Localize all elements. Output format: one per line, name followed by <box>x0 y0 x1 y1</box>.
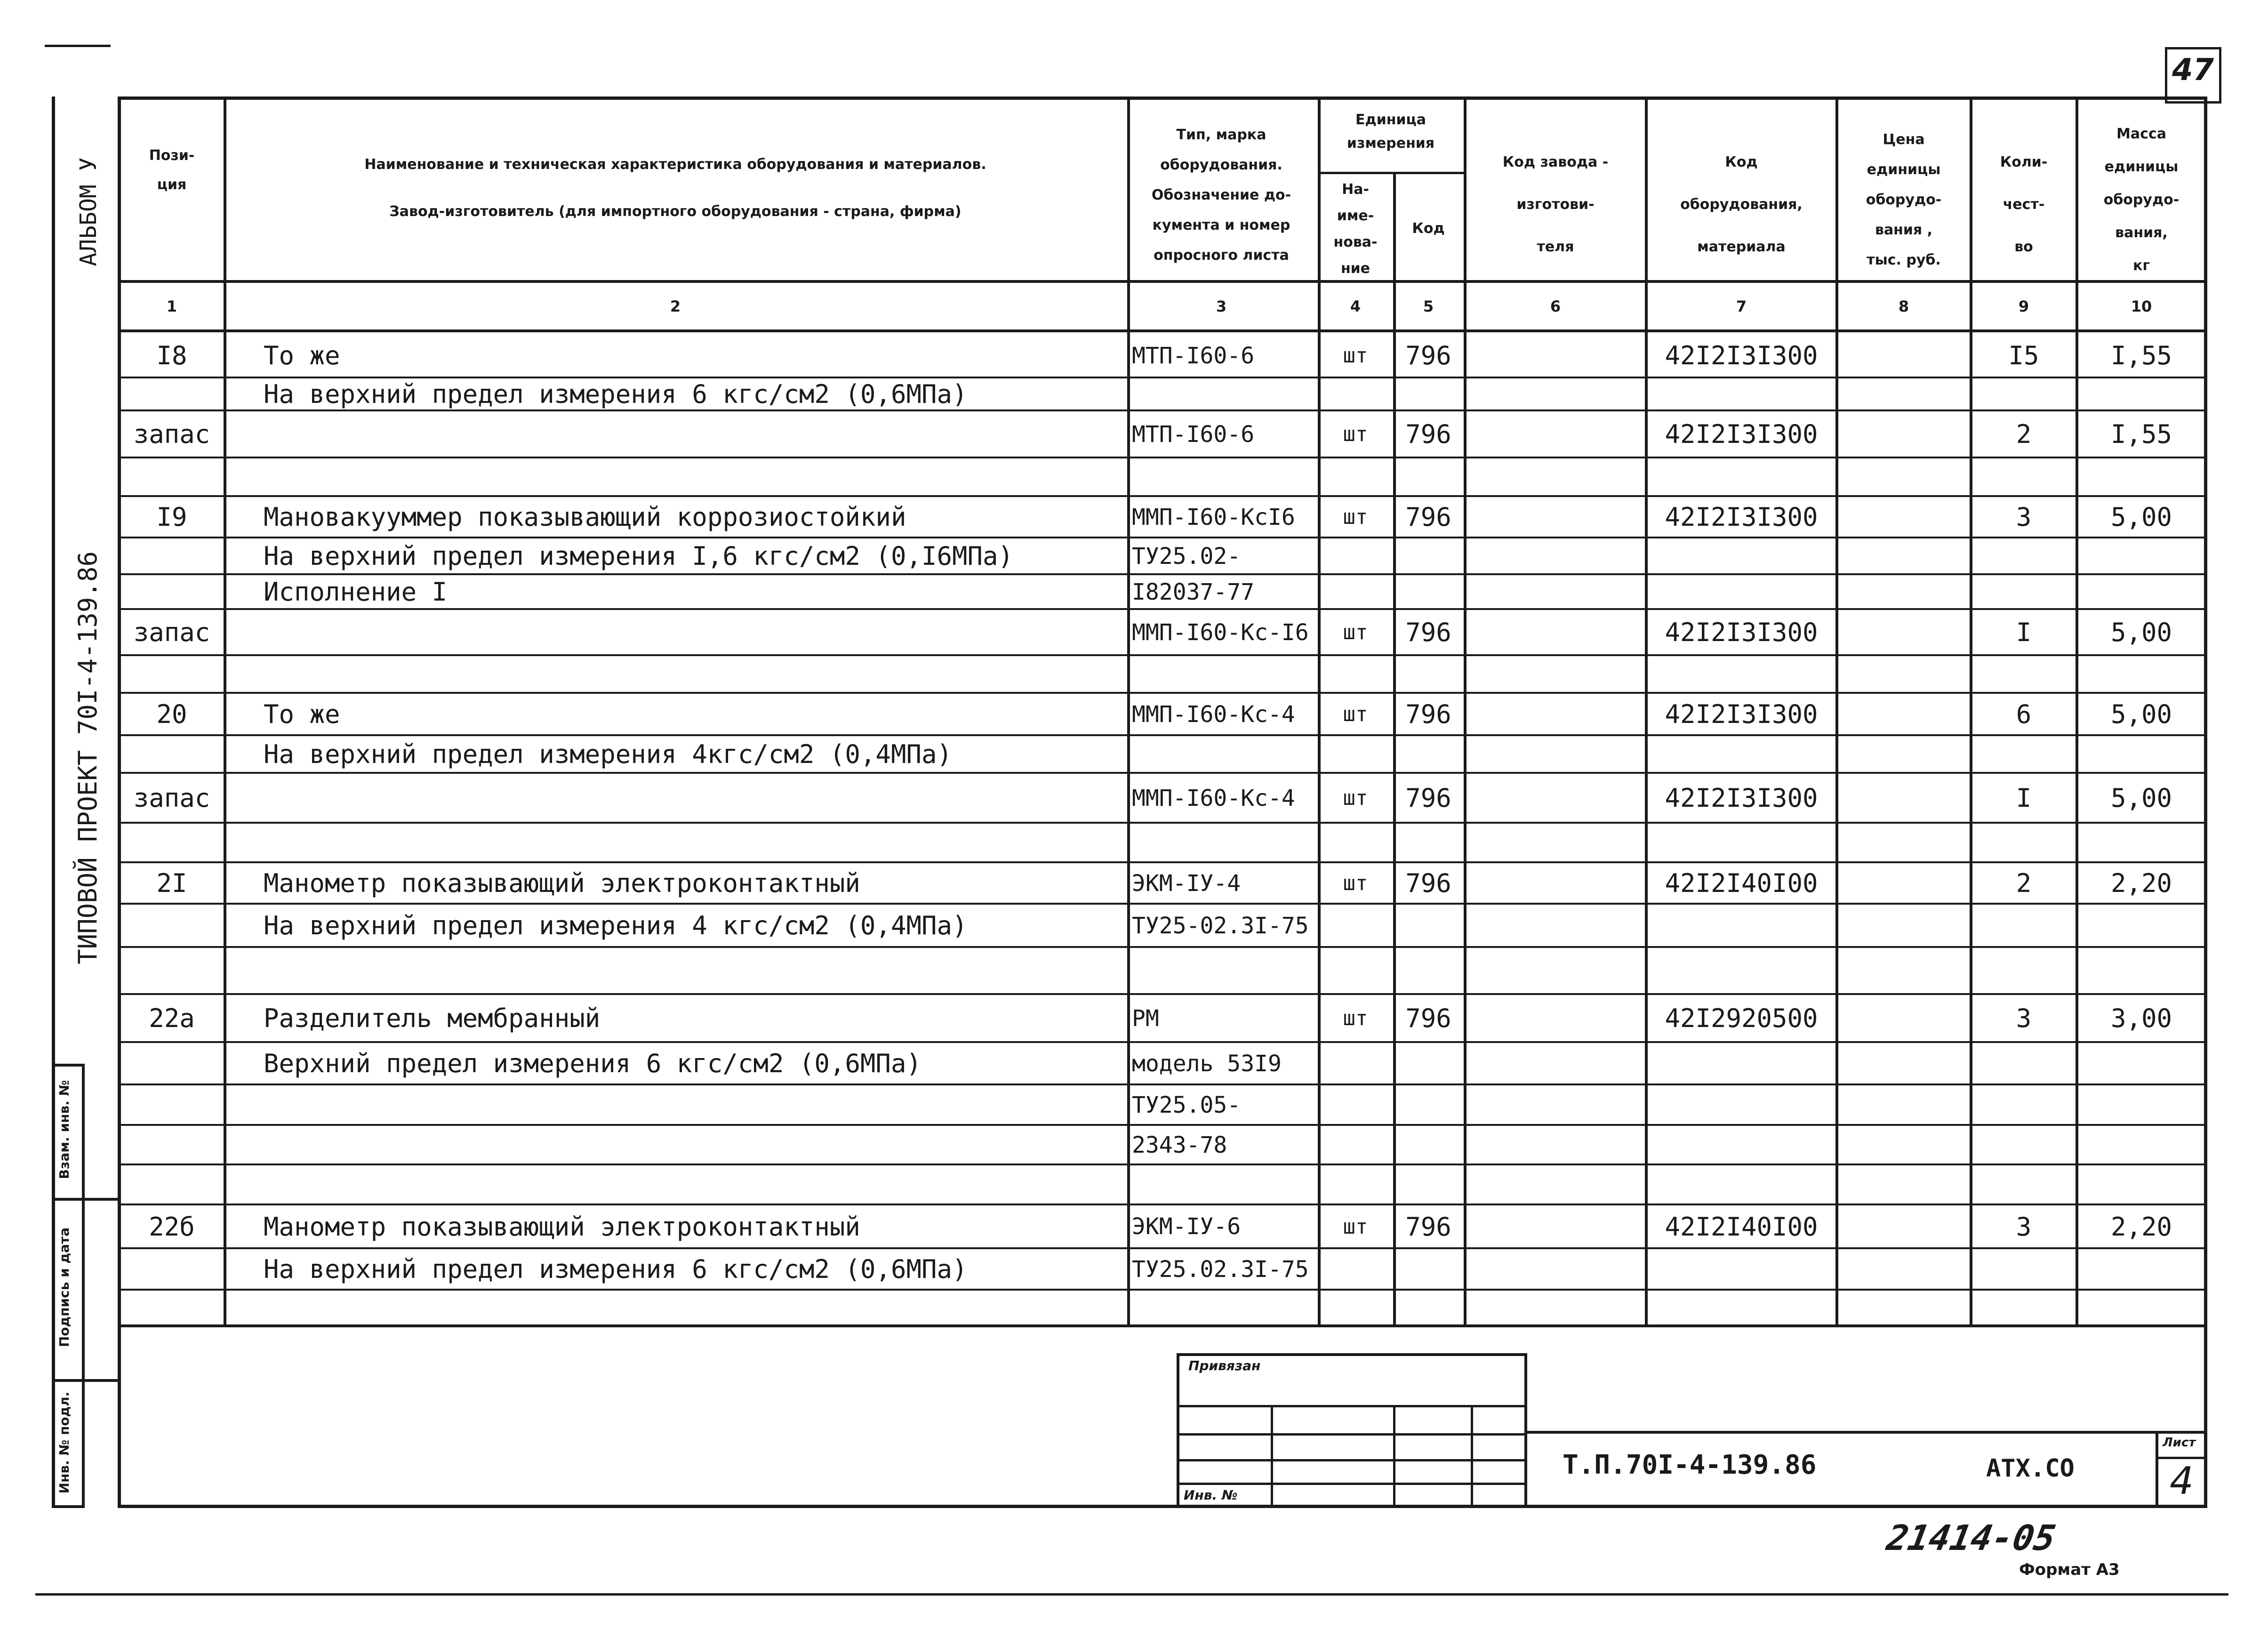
cell-unit <box>1318 1250 1393 1289</box>
cell-unit: шт <box>1343 344 1368 368</box>
format-label: Формат А3 <box>2019 1560 2120 1579</box>
cell-equipment-code <box>1647 576 1835 608</box>
row-divider <box>118 734 2207 736</box>
cell-equipment-code: 42I2I3I300 <box>1665 699 1818 729</box>
column-divider <box>1645 96 1648 1327</box>
col-number-5: 5 <box>1423 297 1434 315</box>
cell-position <box>120 379 224 409</box>
cell-equipment-code: 42I2920500 <box>1665 1003 1818 1033</box>
cell-quantity <box>1972 379 2076 409</box>
column-divider <box>224 96 226 1327</box>
title-block-vline <box>1471 1405 1473 1508</box>
cell-name: На верхний предел измерения 4 кгс/см2 (0,4МПа) <box>264 911 968 940</box>
cell-type: модель 53I9 <box>1132 1051 1282 1077</box>
cell-position <box>120 657 224 692</box>
cell-unit <box>1318 1127 1393 1164</box>
cell-unit-code <box>1393 906 1464 946</box>
cell-position <box>120 1292 224 1324</box>
col-number-6: 6 <box>1550 297 1561 315</box>
cell-mass <box>2078 1292 2205 1324</box>
cell-unit <box>1318 1086 1393 1124</box>
cell-equipment-code: 42I2I3I300 <box>1665 419 1818 449</box>
cell-equipment-code <box>1647 459 1835 495</box>
cell-name: На верхний предел измерения 6 кгс/см2 (0,6МПа) <box>264 1254 968 1284</box>
header-col-quantity: Коли- чест- во <box>2000 154 2048 255</box>
cell-type <box>1132 657 1318 692</box>
cell-quantity: 2 <box>2016 868 2032 898</box>
column-divider <box>1127 96 1130 1327</box>
cell-equipment-code <box>1647 379 1835 409</box>
cell-position <box>120 1086 224 1124</box>
section-code: АТХ.СО <box>1986 1454 2075 1483</box>
cell-position <box>120 825 224 861</box>
title-block-line <box>1177 1405 1527 1407</box>
cell-name: То же <box>264 699 340 729</box>
cell-unit-code: 796 <box>1405 1003 1451 1033</box>
cell-type: ММП-I60-Кс-4 <box>1132 701 1295 728</box>
cell-unit-code <box>1393 949 1464 993</box>
title-block-vline <box>1271 1405 1273 1508</box>
cell-unit <box>1318 657 1393 692</box>
cell-type: ТУ25.05- <box>1132 1092 1241 1118</box>
cell-name <box>264 412 1125 457</box>
cell-mass <box>2078 459 2205 495</box>
row-divider <box>118 822 2207 824</box>
cell-mass: 2,20 <box>2110 868 2172 898</box>
cell-name <box>264 949 1125 993</box>
row-divider <box>118 1289 2207 1291</box>
cell-unit: шт <box>1343 505 1368 529</box>
cell-name <box>264 825 1125 861</box>
cell-unit <box>1318 576 1393 608</box>
cell-quantity: 3 <box>2016 502 2032 532</box>
cell-unit <box>1318 737 1393 772</box>
title-block-line <box>1177 1483 1527 1485</box>
cell-mass <box>2078 539 2205 573</box>
cell-quantity <box>1972 1166 2076 1204</box>
cell-quantity: 3 <box>2016 1003 2032 1033</box>
unit-group-divider <box>1318 172 1464 174</box>
cell-quantity: 3 <box>2016 1212 2032 1242</box>
cell-type: ТУ25.02.3I-75 <box>1132 1256 1309 1283</box>
cell-position <box>120 539 224 573</box>
header-col-position: Пози- ция <box>149 147 195 193</box>
cell-unit-code <box>1393 539 1464 573</box>
album-label: АЛЬБОМ У <box>75 157 102 266</box>
cell-unit-code: 796 <box>1405 419 1451 449</box>
cell-name: На верхний предел измерения 4кгс/см2 (0,4МПа) <box>264 739 952 769</box>
row-divider <box>118 654 2207 656</box>
cell-type: ММП-I60-Кс-4 <box>1132 785 1295 811</box>
cell-name <box>264 459 1125 495</box>
cell-mass <box>2078 1044 2205 1083</box>
cell-quantity <box>1972 1127 2076 1164</box>
cell-unit <box>1318 459 1393 495</box>
cell-quantity <box>1972 949 2076 993</box>
cell-position <box>120 1044 224 1083</box>
cell-mass <box>2078 1127 2205 1164</box>
cell-unit: шт <box>1343 1215 1368 1239</box>
document-code: Т.П.70I-4-139.86 <box>1563 1450 1817 1480</box>
cell-position: I9 <box>156 502 187 532</box>
col-number-1: 1 <box>166 297 177 315</box>
cell-equipment-code: 42I2I3I300 <box>1665 341 1818 370</box>
cell-type <box>1132 1292 1318 1324</box>
cell-unit-code: 796 <box>1405 341 1451 370</box>
column-divider <box>1318 96 1321 1327</box>
column-divider <box>1464 96 1467 1327</box>
cell-position: 2I <box>156 868 187 898</box>
cell-quantity: 2 <box>2016 419 2032 449</box>
row-divider <box>118 1083 2207 1085</box>
cell-equipment-code <box>1647 657 1835 692</box>
cell-equipment-code <box>1647 1292 1835 1324</box>
cell-unit-code <box>1393 1166 1464 1204</box>
row-divider <box>118 1041 2207 1043</box>
cell-mass <box>2078 1166 2205 1204</box>
handwritten-number: 21414-05 <box>1883 1518 2059 1558</box>
sheet-label: Лист <box>2163 1436 2196 1450</box>
cell-name: На верхний предел измерения 6 кгс/см2 (0,6МПа) <box>264 379 968 409</box>
cell-unit-code: 796 <box>1405 1212 1451 1242</box>
cell-name <box>264 1127 1125 1164</box>
cell-equipment-code: 42I2I3I300 <box>1665 783 1818 813</box>
row-divider <box>118 457 2207 458</box>
cell-unit-code: 796 <box>1405 618 1451 647</box>
header-col-unit-code: Код <box>1412 220 1445 237</box>
cell-quantity <box>1972 737 2076 772</box>
cell-mass <box>2078 949 2205 993</box>
row-divider <box>118 1204 2207 1205</box>
cell-unit-code <box>1393 1127 1464 1164</box>
header-col-type: Тип, марка оборудования. Обозначение до- кумента и номер опросного листа <box>1151 127 1291 264</box>
column-divider <box>1393 172 1396 1327</box>
sheet-number: 4 <box>2170 1459 2194 1503</box>
cell-quantity <box>1972 1044 2076 1083</box>
row-divider <box>118 1124 2207 1126</box>
cell-type: ТУ25.02- <box>1132 543 1241 570</box>
row-divider <box>118 573 2207 575</box>
cell-mass <box>2078 737 2205 772</box>
column-divider <box>1835 96 1838 1327</box>
cell-type <box>1132 459 1318 495</box>
row-divider <box>118 1247 2207 1249</box>
row-divider <box>118 608 2207 610</box>
title-block-line <box>1177 1459 1527 1461</box>
row-divider <box>118 903 2207 905</box>
cell-equipment-code: 42I2I3I300 <box>1665 502 1818 532</box>
cell-quantity <box>1972 825 2076 861</box>
cell-name: Мановакууммер показывающий коррозиостойкий <box>264 502 906 532</box>
cell-unit-code <box>1393 459 1464 495</box>
row-divider <box>118 861 2207 863</box>
cell-equipment-code <box>1647 737 1835 772</box>
col-number-7: 7 <box>1736 297 1747 315</box>
stamp-label-signature: Подпись и дата <box>56 1227 72 1348</box>
cell-unit-code <box>1393 1086 1464 1124</box>
cell-name <box>264 657 1125 692</box>
header-col-factory-code: Код завода - изготови- теля <box>1502 154 1609 255</box>
column-divider <box>1970 96 1972 1327</box>
cell-quantity: I <box>2016 783 2032 813</box>
cell-mass: 5,00 <box>2110 783 2172 813</box>
cell-quantity: I5 <box>2008 341 2039 370</box>
cell-unit <box>1318 1044 1393 1083</box>
cell-name: То же <box>264 341 340 370</box>
cell-unit: шт <box>1343 1006 1368 1030</box>
cell-equipment-code <box>1647 539 1835 573</box>
cell-name: Разделитель мембранный <box>264 1003 601 1033</box>
cell-unit-code <box>1393 379 1464 409</box>
row-divider <box>118 946 2207 948</box>
cell-quantity <box>1972 1086 2076 1124</box>
title-block-vline <box>1393 1405 1395 1508</box>
cell-type: ММП-I60-КсI6 <box>1132 504 1295 530</box>
cell-mass <box>2078 1250 2205 1289</box>
cell-equipment-code: 42I2I3I300 <box>1665 618 1818 647</box>
cell-equipment-code <box>1647 1086 1835 1124</box>
row-divider <box>118 409 2207 411</box>
cell-position: запас <box>133 419 210 449</box>
row-divider <box>118 993 2207 995</box>
cell-unit-code: 796 <box>1405 502 1451 532</box>
cell-name <box>264 775 1125 822</box>
cell-equipment-code <box>1647 949 1835 993</box>
cell-type: 2343-78 <box>1132 1132 1227 1158</box>
cell-name: Верхний предел измерения 6 кгс/см2 (0,6МПа) <box>264 1049 922 1078</box>
cell-position: I8 <box>156 341 187 370</box>
col-number-9: 9 <box>2018 297 2029 315</box>
cell-type: РМ <box>1132 1005 1159 1032</box>
cell-mass <box>2078 379 2205 409</box>
inv-no-label: Инв. № <box>1184 1487 1238 1503</box>
col-number-3: 3 <box>1216 297 1227 315</box>
row-divider <box>118 1164 2207 1165</box>
cell-type: I82037-77 <box>1132 579 1255 605</box>
cell-unit: шт <box>1343 422 1368 446</box>
project-label: ТИПОВОЙ ПРОЕКТ 70I-4-139.86 <box>73 551 103 964</box>
cell-unit-code <box>1393 825 1464 861</box>
cell-quantity: I <box>2016 618 2032 647</box>
cell-unit-code: 796 <box>1405 699 1451 729</box>
cell-unit-code <box>1393 576 1464 608</box>
cell-mass: 5,00 <box>2110 502 2172 532</box>
cell-position: 20 <box>156 699 187 729</box>
cell-name <box>264 611 1125 654</box>
cell-unit-code <box>1393 657 1464 692</box>
cell-mass: I,55 <box>2110 341 2172 370</box>
header-bottom-line <box>118 280 2207 283</box>
header-col-mass: Масса единицы оборудо- вания, кг <box>2103 126 2180 274</box>
cell-unit: шт <box>1343 786 1368 810</box>
cell-quantity <box>1972 906 2076 946</box>
cell-mass: 5,00 <box>2110 618 2172 647</box>
cell-mass: 3,00 <box>2110 1003 2172 1033</box>
cell-position <box>120 1250 224 1289</box>
cell-position: запас <box>133 783 210 813</box>
cell-position <box>120 1127 224 1164</box>
cell-type <box>1132 379 1318 409</box>
title-block-line <box>1177 1433 1527 1436</box>
cell-position <box>120 906 224 946</box>
header-col-name: Наименование и техническая характеристика оборудования и материалов. Завод-изготовитель (для импортного оборудования - страна, фирма) <box>364 156 986 220</box>
cell-unit <box>1318 539 1393 573</box>
row-divider <box>118 537 2207 538</box>
cell-name <box>264 1166 1125 1204</box>
cell-quantity <box>1972 576 2076 608</box>
cell-unit: шт <box>1343 702 1368 726</box>
cell-name: Манометр показывающий электроконтактный <box>264 1212 860 1242</box>
cell-unit-code <box>1393 1292 1464 1324</box>
number-row-bottom-line <box>118 329 2207 332</box>
row-divider <box>118 377 2207 378</box>
cell-type <box>1132 1166 1318 1204</box>
cell-type: ММП-I60-Кс-I6 <box>1132 619 1309 646</box>
cell-name <box>264 1086 1125 1124</box>
cell-type: ЭКМ-IУ-4 <box>1132 870 1241 897</box>
cell-quantity: 6 <box>2016 699 2032 729</box>
cell-mass <box>2078 825 2205 861</box>
cell-type <box>1132 737 1318 772</box>
cell-name: Исполнение I <box>264 577 448 607</box>
header-unit-group: Единица измерения <box>1346 112 1435 152</box>
cell-name: Манометр показывающий электроконтактный <box>264 868 860 898</box>
cell-mass <box>2078 657 2205 692</box>
cell-equipment-code <box>1647 1166 1835 1204</box>
cell-equipment-code <box>1647 1127 1835 1164</box>
cell-equipment-code <box>1647 1250 1835 1289</box>
cell-type <box>1132 825 1318 861</box>
cell-quantity <box>1972 459 2076 495</box>
cell-unit-code: 796 <box>1405 868 1451 898</box>
cell-unit-code: 796 <box>1405 783 1451 813</box>
col-number-8: 8 <box>1898 297 1909 315</box>
cell-position <box>120 949 224 993</box>
col-number-10: 10 <box>2131 297 2152 315</box>
cell-equipment-code: 42I2I40I00 <box>1665 1212 1818 1242</box>
cell-equipment-code <box>1647 906 1835 946</box>
header-col-unit-name: На- име- нова- ние <box>1333 181 1378 277</box>
cell-equipment-code: 42I2I40I00 <box>1665 868 1818 898</box>
cell-unit <box>1318 949 1393 993</box>
header-col-price: Цена единицы оборудо- вания , тыс. руб. <box>1866 131 1942 268</box>
cell-position: запас <box>133 618 210 647</box>
cell-unit <box>1318 1166 1393 1204</box>
cell-type <box>1132 949 1318 993</box>
cell-mass <box>2078 1086 2205 1124</box>
cell-position: 22а <box>149 1003 195 1033</box>
cell-mass <box>2078 576 2205 608</box>
col-number-4: 4 <box>1350 297 1361 315</box>
title-block-top-line <box>1527 1431 2207 1434</box>
cell-position: 22б <box>149 1212 195 1242</box>
stamp-label-replacement: Взам. инв. № <box>56 1080 72 1180</box>
cell-position <box>120 737 224 772</box>
cell-type: ТУ25-02.3I-75 <box>1132 913 1309 939</box>
cell-unit: шт <box>1343 620 1368 644</box>
row-divider <box>118 495 2207 497</box>
header-col-equipment-code: Код оборудования, материала <box>1680 154 1803 255</box>
cell-unit-code <box>1393 1044 1464 1083</box>
col-number-2: 2 <box>670 297 681 315</box>
cell-name <box>264 1292 1125 1324</box>
cell-unit <box>1318 825 1393 861</box>
cell-name: На верхний предел измерения I,6 кгс/см2 (0,I6МПа) <box>264 541 1014 571</box>
cell-unit: шт <box>1343 871 1368 895</box>
cell-mass: I,55 <box>2110 419 2172 449</box>
cell-type: МТП-I60-6 <box>1132 343 1255 369</box>
cell-unit-code <box>1393 1250 1464 1289</box>
cell-quantity <box>1972 1292 2076 1324</box>
cell-position <box>120 1166 224 1204</box>
row-divider <box>118 1324 2207 1327</box>
cell-equipment-code <box>1647 825 1835 861</box>
cell-unit <box>1318 1292 1393 1324</box>
row-divider <box>118 772 2207 774</box>
row-divider <box>118 692 2207 694</box>
cell-mass: 5,00 <box>2110 699 2172 729</box>
corner-sheet-number: 47 <box>2172 53 2214 88</box>
cell-type: МТП-I60-6 <box>1132 421 1255 448</box>
cell-unit <box>1318 906 1393 946</box>
cell-mass <box>2078 906 2205 946</box>
privyazan-label: Привязан <box>1188 1358 1261 1373</box>
cell-mass: 2,20 <box>2110 1212 2172 1242</box>
column-divider <box>2076 96 2078 1327</box>
cell-type: ЭКМ-IУ-6 <box>1132 1213 1241 1240</box>
cell-unit-code <box>1393 737 1464 772</box>
cell-equipment-code <box>1647 1044 1835 1083</box>
cell-quantity <box>1972 539 2076 573</box>
cell-quantity <box>1972 657 2076 692</box>
cell-position <box>120 459 224 495</box>
cell-quantity <box>1972 1250 2076 1289</box>
cell-position <box>120 576 224 608</box>
stamp-label-inventory: Инв. № подл. <box>56 1391 72 1494</box>
cell-unit <box>1318 379 1393 409</box>
